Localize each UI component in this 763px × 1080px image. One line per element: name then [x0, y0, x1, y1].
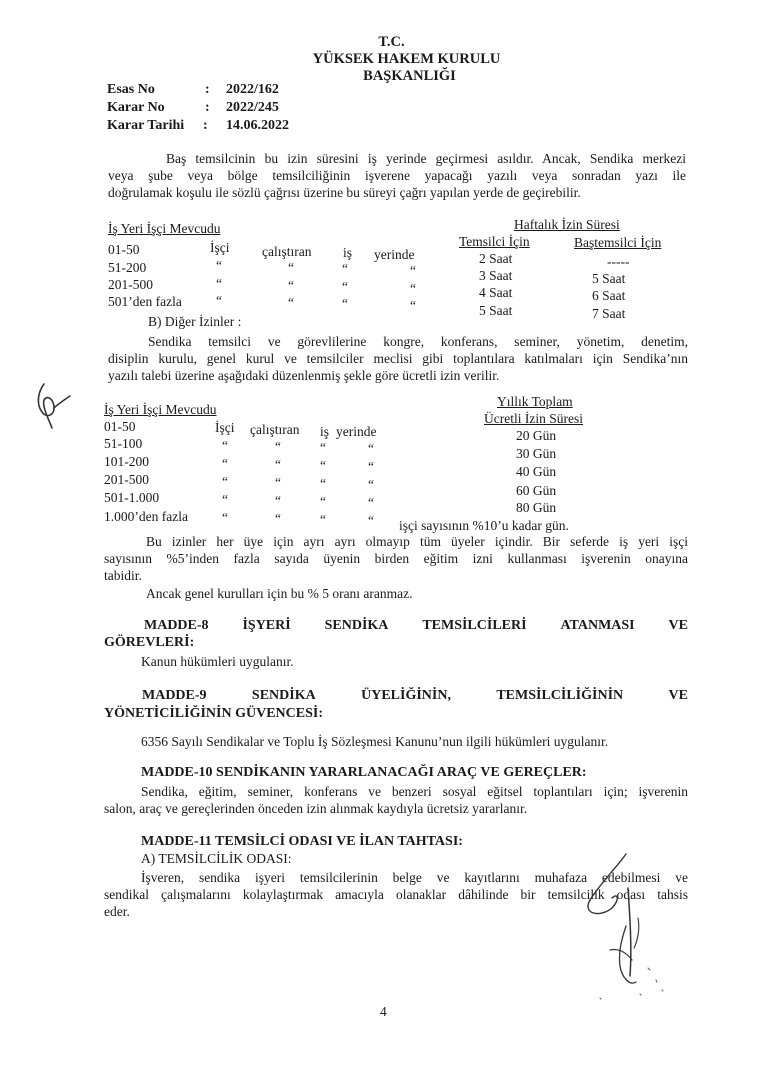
- table1-temsilci-value: 4 Saat: [479, 285, 513, 300]
- table1-ditto: “: [342, 296, 348, 311]
- tarih-label: Karar Tarihi: [107, 118, 185, 133]
- madde10-title: MADDE-10 SENDİKANIN YARARLANACAĞI ARAÇ VE GEREÇLER:: [141, 765, 587, 780]
- table2-ditto: “: [275, 475, 281, 490]
- madde10-line: salon, araç ve gereçlerinden önceden izin alınmak kaydıyla ücretsiz yararlanır.: [104, 801, 528, 816]
- table2-range: 501-1.000: [104, 490, 160, 505]
- madde9-body: 6356 Sayılı Sendikalar ve Toplu İş Sözleşmesi Kanunu’nun ilgili hükümleri uygulanır.: [141, 734, 609, 749]
- madde10-paragraph: [104, 783, 688, 817]
- table1-temsilci-value: 3 Saat: [479, 268, 513, 283]
- esas-label: Esas No: [107, 82, 155, 97]
- header-tc: T.C.: [378, 34, 405, 50]
- madde8-word: MADDE-8: [144, 618, 209, 633]
- madde8-title: [144, 618, 688, 634]
- tarih-colon: :: [203, 118, 208, 133]
- table2-ditto: “: [275, 457, 281, 472]
- table1-range: 501’den fazla: [108, 294, 182, 309]
- table1-ditto: “: [288, 278, 294, 293]
- paragraph-izinler-line: tabidir.: [104, 568, 142, 583]
- table1-range: 201-500: [108, 277, 153, 292]
- table1-header-right: Haftalık İzin Süresi: [514, 217, 620, 232]
- table2-word-is: iş: [320, 424, 330, 439]
- table1-ditto: “: [288, 260, 294, 275]
- madde10-line: Sendika, eğitim, seminer, konferans ve benzeri sosyal eğitsel toplantıları için; işverenin: [141, 784, 688, 799]
- table2-ditto: “: [222, 456, 228, 471]
- table2-ditto: “: [222, 474, 228, 489]
- table2-header-right-1: Yıllık Toplam: [497, 394, 573, 409]
- table1-word-yerinde: yerinde: [374, 247, 415, 262]
- table2-ditto: “: [368, 459, 374, 474]
- table2-ditto: “: [222, 438, 228, 453]
- madde11-line: İşveren, sendika işyeri temsilcilerinin belge ve kayıtlarını muhafaza edebilmesi ve: [141, 870, 688, 885]
- table2-ditto: “: [368, 477, 374, 492]
- madde11-subtitle: A) TEMSİLCİLİK ODASI:: [141, 851, 292, 866]
- table1-bastemsilci-value: 7 Saat: [592, 306, 626, 321]
- table1-range: 51-200: [108, 260, 147, 275]
- table1-col-temsilci: Temsilci İçin: [459, 234, 530, 249]
- paragraph-intro-line: doğrulamak koşulu ile sözlü çağrısı üzerine bu süreyi çağrı yapılan yerde de geçirebilir.: [108, 185, 581, 200]
- table2-ditto: “: [275, 511, 281, 526]
- table1-ditto: “: [410, 281, 416, 296]
- madde8-word: VE: [668, 618, 688, 633]
- madde8-body: Kanun hükümleri uygulanır.: [141, 654, 294, 669]
- section-b-paragraph: [108, 333, 688, 384]
- table1-temsilci-value: 5 Saat: [479, 303, 513, 318]
- table2-ditto: “: [368, 495, 374, 510]
- karar-colon: :: [205, 100, 210, 115]
- esas-colon: :: [205, 82, 210, 97]
- table2-value: 40 Gün: [516, 464, 557, 479]
- madde8-word: TEMSİLCİLERİ: [422, 618, 527, 633]
- paragraph-intro-line: veya şube veya bölge temsilciliğinin işverene yapacağı yazılı veya sonradan yazı ile: [108, 168, 686, 183]
- table1-bastemsilci-value: 5 Saat: [592, 271, 626, 286]
- table2-ditto: “: [368, 513, 374, 528]
- table1-bastemsilci-value: 6 Saat: [592, 288, 626, 303]
- table1-ditto: “: [410, 298, 416, 313]
- table2-header-right-2: Ücretli İzin Süresi: [484, 411, 583, 426]
- karar-value: 2022/245: [226, 100, 279, 115]
- madde9-word: TEMSİLCİLİĞİNİN: [496, 688, 624, 703]
- madde11-line: sendikal çalışmalarını kolaylaştırmak amacıyla olanaklar dâhilinde bir temsilcilik odası tahsis: [104, 887, 688, 902]
- madde8-word: SENDİKA: [324, 618, 389, 633]
- table1-ditto: “: [342, 279, 348, 294]
- table2-value: 80 Gün: [516, 500, 557, 515]
- karar-label: Karar No: [107, 100, 165, 115]
- paragraph-izinler-line: sayısının %5’inden fazla sayıda üyenin birden eğitim izni kullanması işverenin onayına: [104, 551, 688, 566]
- paragraph-intro-line: Baş temsilcinin bu izin süresini iş yerinde geçirmesi asıldır. Ancak, Sendika merkezi: [166, 151, 686, 166]
- madde9-word: SENDİKA: [251, 688, 316, 703]
- table2-word-calistiran: çalıştıran: [250, 422, 300, 437]
- table2-ditto: “: [320, 440, 326, 455]
- tarih-value: 14.06.2022: [226, 118, 289, 133]
- table2-value: 20 Gün: [516, 428, 557, 443]
- margin-initial-mark: [30, 378, 76, 434]
- table1-ditto: “: [342, 261, 348, 276]
- table2-range: 51-100: [104, 436, 143, 451]
- table2-range: 1.000’den fazla: [104, 509, 188, 524]
- table1-word-is: iş: [343, 245, 353, 260]
- header-institution: YÜKSEK HAKEM KURULU: [312, 51, 501, 67]
- paragraph-izinler: [104, 533, 688, 584]
- section-b-line: Sendika temsilci ve görevlilerine kongre, konferans, seminer, yönetim, denetim,: [148, 334, 688, 349]
- table2-ditto: “: [320, 476, 326, 491]
- section-b-title: B) Diğer İzinler :: [148, 314, 242, 329]
- paragraph-izinler-line: Bu izinler her üye için ayrı ayrı olmayıp tüm üyeler içindir. Bir seferde iş yeri işçi: [146, 534, 688, 549]
- madde9-title: [142, 688, 688, 704]
- madde8-title-cont: GÖREVLERİ:: [104, 635, 195, 650]
- table1-ditto: “: [216, 276, 222, 291]
- table2-word-yerinde: yerinde: [336, 424, 377, 439]
- table2-range: 101-200: [104, 454, 149, 469]
- esas-value: 2022/162: [226, 82, 279, 97]
- table2-ditto: “: [222, 492, 228, 507]
- section-b-line: disiplin kurulu, genel kurul ve temsilciler meclisi gibi toplantılara katılmaları için Sendika’nın: [108, 351, 688, 366]
- table1-col-bastemsilci: Baştemsilci İçin: [574, 235, 662, 250]
- table1-bastemsilci-value: -----: [607, 254, 630, 269]
- paragraph-intro: [108, 150, 686, 201]
- madde11-title: MADDE-11 TEMSİLCİ ODASI VE İLAN TAHTASI:: [141, 834, 463, 849]
- table1-word-calistiran: çalıştıran: [262, 244, 312, 259]
- table2-range: 01-50: [104, 419, 136, 434]
- table2-ditto: “: [320, 458, 326, 473]
- table2-ditto: “: [275, 493, 281, 508]
- table2-header-left: İş Yeri İşçi Mevcudu: [104, 402, 217, 417]
- madde9-word: MADDE-9: [142, 688, 207, 703]
- table1-ditto: “: [216, 258, 222, 273]
- page-number: 4: [380, 1004, 387, 1019]
- table2-range: 201-500: [104, 472, 149, 487]
- madde9-word: VE: [668, 688, 688, 703]
- madde9-title-cont: YÖNETİCİLİĞİNİN GÜVENCESİ:: [104, 706, 323, 721]
- table1-header-left: İş Yeri İşçi Mevcudu: [108, 221, 221, 236]
- table2-ditto: “: [275, 439, 281, 454]
- table2-value: 30 Gün: [516, 446, 557, 461]
- madde9-word: ÜYELİĞİNİN,: [361, 688, 451, 703]
- header-presidency: BAŞKANLIĞI: [363, 68, 456, 84]
- table1-ditto: “: [288, 295, 294, 310]
- table1-word-isci: İşçi: [210, 240, 230, 255]
- table2-ditto: “: [368, 441, 374, 456]
- table2-value: 60 Gün: [516, 483, 557, 498]
- signature-mark: [560, 848, 680, 1008]
- table1-temsilci-value: 2 Saat: [479, 251, 513, 266]
- section-b-line: yazılı talebi üzerine aşağıdaki düzenlenmiş şekle göre ücretli izin verilir.: [108, 368, 500, 383]
- table2-word-isci: İşçi: [215, 420, 235, 435]
- table2-ditto: “: [222, 510, 228, 525]
- madde11-line: eder.: [104, 904, 130, 919]
- table1-ditto: “: [410, 263, 416, 278]
- table2-value: işçi sayısının %10’u kadar gün.: [399, 518, 569, 533]
- table2-ditto: “: [320, 512, 326, 527]
- table1-range: 01-50: [108, 242, 140, 257]
- paragraph-genel-kurul: Ancak genel kurulları için bu % 5 oranı aranmaz.: [146, 586, 413, 601]
- table1-ditto: “: [216, 293, 222, 308]
- table2-ditto: “: [320, 494, 326, 509]
- madde8-word: ATANMASI: [560, 618, 635, 633]
- madde8-word: İŞYERİ: [242, 618, 291, 633]
